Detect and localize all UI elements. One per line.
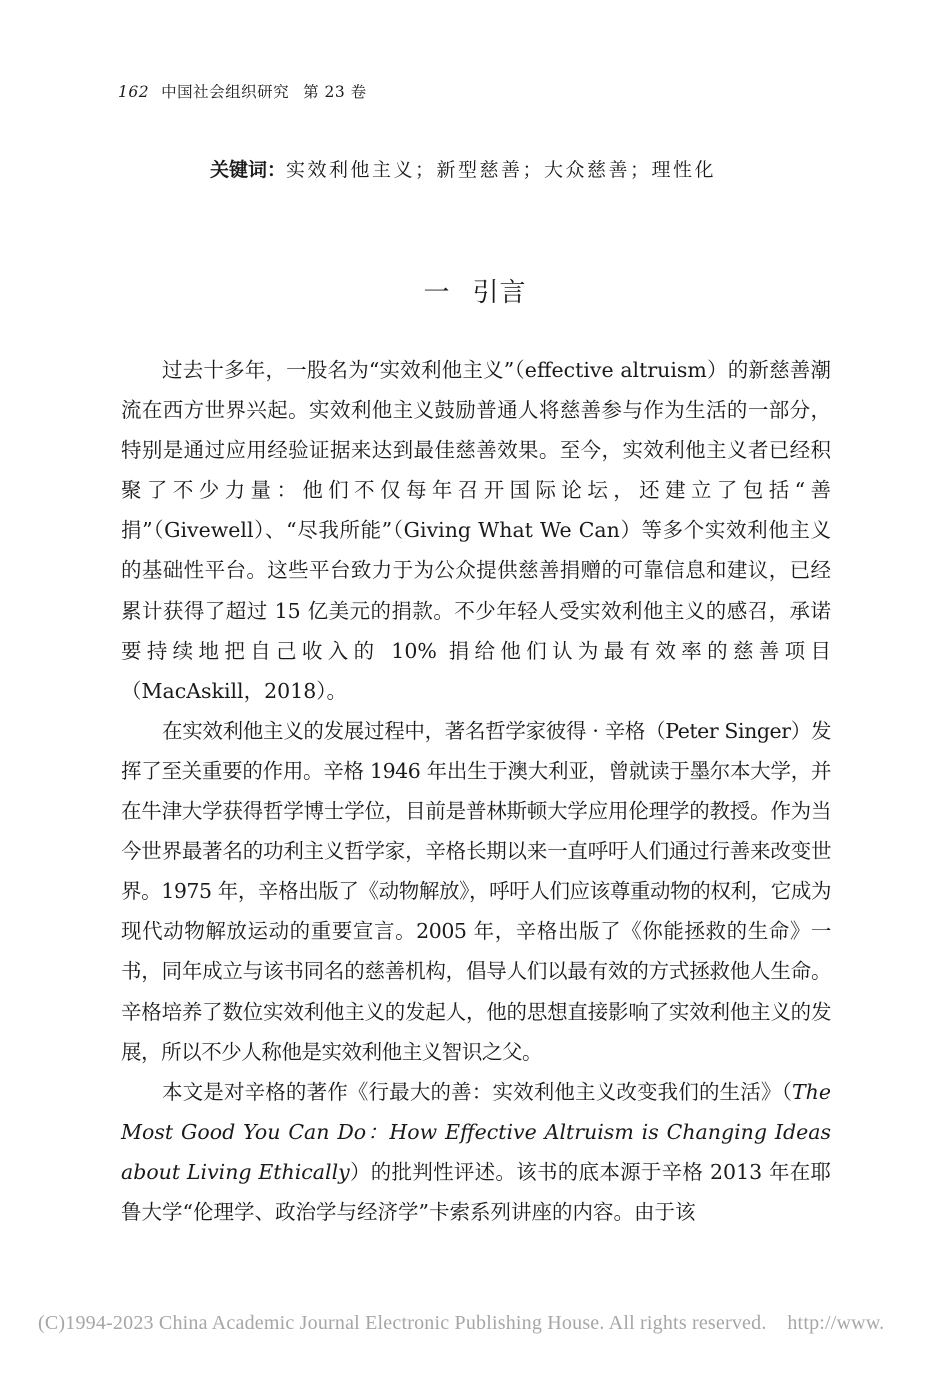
paragraph-3 xyxy=(121,1072,831,1232)
keywords-line xyxy=(210,155,716,182)
copyright-text: (C)1994-2023 China Academic Journal Electronic Publishing House. All rights reserved. xyxy=(38,1312,767,1334)
copyright-footer xyxy=(38,1312,884,1335)
page-number: 162 xyxy=(118,83,150,101)
paragraph-3-text-b: ）的批判性评述。该书的底本源于辛格 2013 年在耶鲁大学“伦理学、政治学与经济学”卡索系列讲座的内容。由于该 xyxy=(121,1159,832,1224)
footer-url: http://www. xyxy=(787,1312,885,1334)
keywords-list: 实效利他主义；新型慈善；大众慈善；理性化 xyxy=(286,159,717,181)
paragraph-2: 在实效利他主义的发展过程中，著名哲学家彼得 · 辛格（Peter Singer）发挥了至关重要的作用。辛格 1946 年出生于澳大利亚，曾就读于墨尔本大学，并在牛津大学获得哲学博士学位，目前是普林斯顿大学应用伦理学的教授。作为当今世界最著名的功利主义哲学家，辛格长期以来一直呼吁人们通过行善来改变世界。1975 年，辛格出版了《动物解放》，呼吁人们应该尊重动物的权利，它成为现代动物解放运动的重要宣言。2005 年，辛格出版了《你能拯救的生命》一书，同年成立与该书同名的慈善机构，倡导人们以最有效的方式拯救他人生命。辛格培养了数位实效利他主义的发起人，他的思想直接影响了实效利他主义的发展，所以不少人称他是实效利他主义智识之父。 xyxy=(121,718,831,1064)
section-heading xyxy=(0,272,950,309)
book-title-english: The Most Good You Can Do：How Effective Altruism is Changing Ideas about Living Ethically xyxy=(121,1079,831,1184)
paragraph-1: 过去十多年，一股名为“实效利他主义”（effective altruism）的新慈善潮流在西方世界兴起。实效利他主义鼓励普通人将慈善参与作为生活的一部分，特别是通过应用经验证据来达到最佳慈善效果。至今，实效利他主义者已经积聚了不少力量：他们不仅每年召开国际论坛，还建立了包括“善捐”（Givewell）、“尽我所能”（Giving What We Can）等多个实效利他主义的基础性平台。这些平台致力于为公众提供慈善捐赠的可靠信息和建议，已经累计获得了超过 15 亿美元的捐款。不少年轻人受实效利他主义的感召，承诺要持续地把自己收入的 10% 捐给他们认为最有效率的慈善项目（MacAskill，2018）。 xyxy=(121,358,831,703)
journal-title: 中国社会组织研究 xyxy=(161,83,290,101)
running-head xyxy=(118,80,367,102)
paragraph-3-text-a: 本文是对辛格的著作《行最大的善：实效利他主义改变我们的生活》（ xyxy=(162,1079,792,1104)
body-text xyxy=(121,350,831,1232)
volume-label: 第 23 卷 xyxy=(303,83,367,101)
keywords-label: 关键词： xyxy=(210,159,287,181)
section-title: 引言 xyxy=(472,278,527,308)
section-number: 一 xyxy=(423,278,451,308)
